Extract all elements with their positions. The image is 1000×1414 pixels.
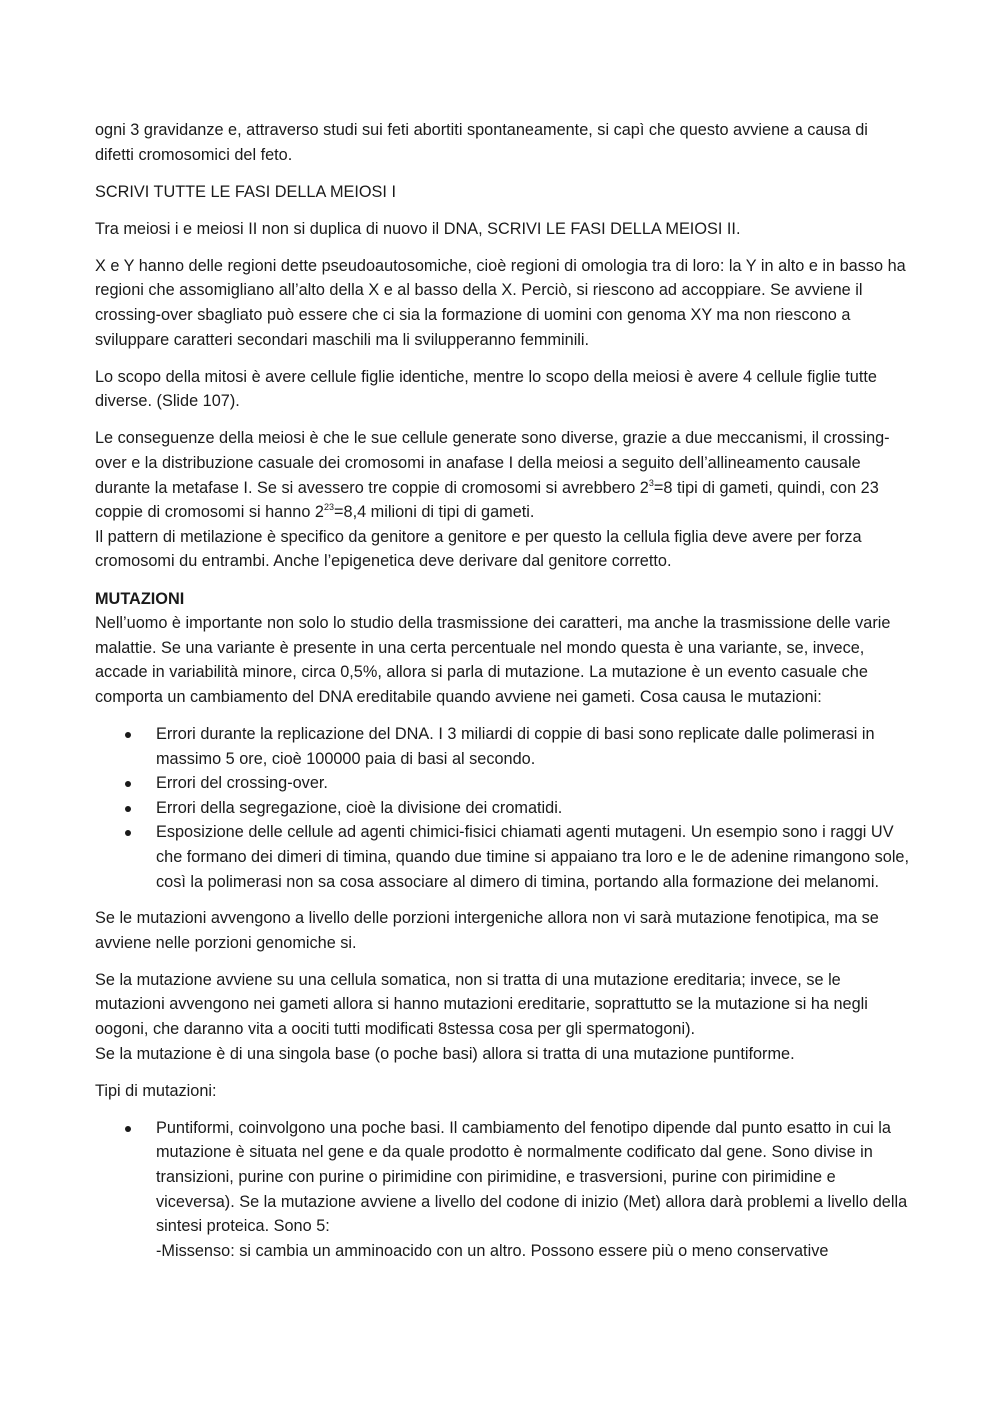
section-heading: MUTAZIONI [95, 589, 185, 608]
list-item [95, 722, 910, 771]
list-item-text: Puntiformi, coinvolgono una poche basi. Il cambiamento del fenotipo dipende dal punto esatto in cui la mutazione è situata nel gene e da quale prodotto è normalmente codificato dal gene. Sono divise in transizioni, purine con purine o pirimidine con pirimidine, e trasversioni, purine con pirimidine e viceversa). Se la mutazione avviene a livello del codone di inizio (Met) allora darà problemi a livello della sintesi proteica. Sono 5: [156, 1118, 908, 1236]
bullet-icon [125, 830, 131, 836]
paragraph: Il pattern di metilazione è specifico da genitore a genitore e per questo la cellula figlia deve avere per forza cromosomi du entrambi. Anche l’epigenetica deve derivare dal genitore corretto. [95, 527, 862, 571]
paragraph: X e Y hanno delle regioni dette pseudoautosomiche, cioè regioni di omologia tra di loro: la Y in alto e in basso ha regioni che assomigliano all’alto della X e al basso della X. Perciò, si riescono ad accoppiare. Se avviene il crossing-over sbagliato può essere che ci sia la formazione di uomini con genoma XY ma non riescono a sviluppare caratteri secondari maschili ma li svilupperanno femminili. [95, 256, 906, 349]
bulleted-list [95, 1116, 910, 1264]
list-item-text: Errori del crossing-over. [156, 774, 328, 793]
paragraph: Se le mutazioni avvengono a livello delle porzioni intergeniche allora non vi sarà mutazione fenotipica, ma se avviene nelle porzioni genomiche si. [95, 909, 879, 952]
paragraph: SCRIVI TUTTE LE FASI DELLA MEIOSI I [95, 182, 396, 201]
list-item-text: Errori durante la replicazione del DNA. I 3 miliardi di coppie di basi sono replicate dalle polimerasi in massimo 5 ore, cioè 100000 paia di basi al secondo. [156, 724, 875, 768]
list-item [95, 796, 910, 821]
bullet-icon [125, 1126, 131, 1132]
bullet-icon [125, 806, 131, 812]
document-body [95, 118, 910, 1275]
paragraph: Tipi di mutazioni: [95, 1081, 217, 1100]
list-item [95, 1116, 910, 1264]
superscript: 3 [648, 477, 654, 488]
paragraph: Nell’uomo è importante non solo lo studio della trasmissione dei caratteri, ma anche la trasmissione delle varie malattie. Se una variante è presente in una certa percentuale nel mondo questa è una variante, se, invece, accade in variabilità minore, circa 0,5%, allora si parla di mutazione. La mutazione è un evento casuale che comporta un cambiamento del DNA ereditabile quando avviene nei gameti. Cosa causa le mutazioni: [95, 614, 891, 706]
list-item-text: Errori della segregazione, cioè la divisione dei cromatidi. [156, 798, 563, 817]
bulleted-list [95, 722, 910, 894]
text-run: =8,4 milioni di tipi di gameti. [334, 503, 535, 522]
bullet-icon [125, 732, 131, 738]
list-item-text: Esposizione delle cellule ad agenti chimici-fisici chiamati agenti mutageni. Un esempio sono i raggi UV che formano dei dimeri di timina, quando due timine si appaiano tra loro e le de adenine rimangono sole, così la polimerasi non sa cosa associare al dimero di timina, portando alla formazione dei melanomi. [156, 823, 910, 891]
superscript: 23 [323, 502, 334, 513]
text-run: =8 tipi di gameti, quindi, con 23 coppie di cromosomi si hanno [95, 478, 879, 522]
paragraph: Lo scopo della mitosi è avere cellule figlie identiche, mentre lo scopo della meiosi è avere 4 cellule figlie tutte diverse. (Slide 107). [95, 367, 877, 411]
formula-base: 2 [639, 478, 649, 497]
paragraph: Se la mutazione avviene su una cellula somatica, non si tratta di una mutazione ereditaria; invece, se le mutazioni avvengono nei gameti allora si hanno mutazioni ereditarie, soprattutto se la mutazione si ha negli oogoni, che daranno vita a oociti tutti modificati 8stessa cosa per gli spermatogoni). [95, 970, 868, 1038]
paragraph: Se la mutazione è di una singola base (o poche basi) allora si tratta di una mutazione puntiforme. [95, 1044, 795, 1063]
formula-base: 2 [314, 503, 324, 522]
list-subitem-text: -Missenso: si cambia un amminoacido con un altro. Possono essere più o meno conservative [156, 1241, 829, 1260]
paragraph: Tra meiosi i e meiosi II non si duplica di nuovo il DNA, SCRIVI LE FASI DELLA MEIOSI II. [95, 219, 741, 238]
text-run: Le conseguenze della meiosi è che le sue cellule generate sono diverse, grazie a due meccanismi, il crossing-over e la distribuzione casuale dei cromosomi in anafase I della meiosi a seguito dell’allineamento causale durante la metafase I. Se si avessero tre coppie di cromosomi si avrebbero [95, 429, 890, 497]
list-item [95, 820, 910, 894]
paragraph [95, 426, 910, 524]
paragraph: ogni 3 gravidanze e, attraverso studi sui feti abortiti spontaneamente, si capì che questo avviene a causa di difetti cromosomici del feto. [95, 121, 868, 164]
list-item [95, 771, 910, 796]
bullet-icon [125, 781, 131, 787]
